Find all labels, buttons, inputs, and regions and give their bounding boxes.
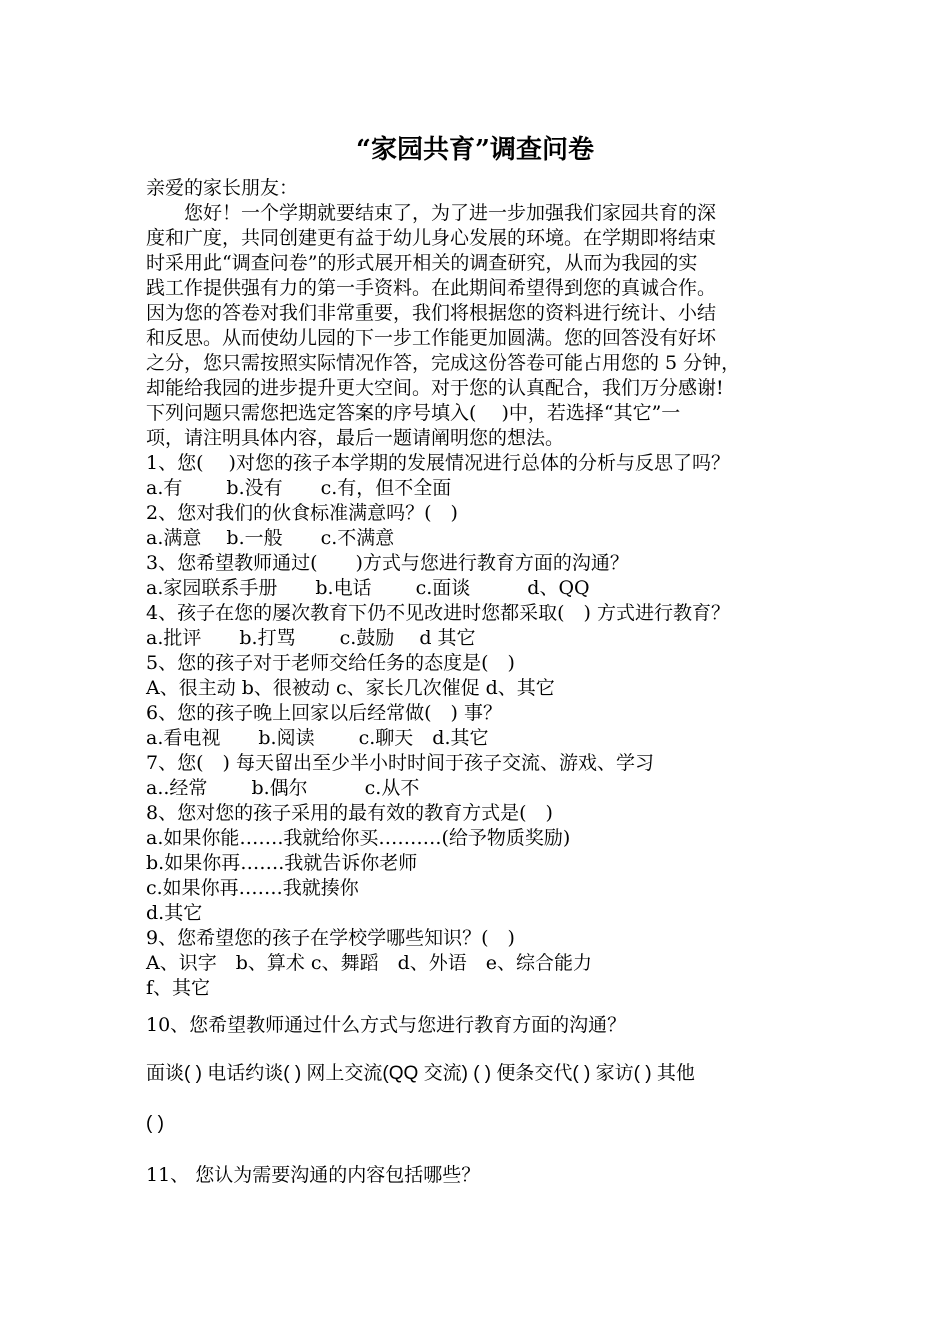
question-5-options: A、很主动 b、很被动 c、家长几次催促 d、其它 [146,677,555,699]
question-9: 9、您希望您的孩子在学校学哪些知识？( ) [146,927,515,949]
intro-line: 时采用此“调查问卷”的形式展开相关的调查研究，从而为我园的实 [146,252,698,274]
question-7: 7、您( ) 每天留出至少半小时时间于孩子交流、游戏、学习 [146,752,654,774]
intro-line: 却能给我园的进步提升更大空间。对于您的认真配合，我们万分感谢! [146,377,724,399]
question-8-option-a: a.如果你能…….我就给你买……….(给予物质奖励) [146,827,571,849]
question-4-options: a.批评 b.打骂 c.鼓励 d 其它 [146,627,476,649]
question-6-options: a.看电视 b.阅读 c.聊天 d.其它 [146,727,489,749]
intro-line: 和反思。从而使幼儿园的下一步工作能更加圆满。您的回答没有好坏 [146,327,717,349]
intro-line: 下列问题只需您把选定答案的序号填入( )中，若选择“其它”一 [146,402,681,424]
question-1: 1、您( )对您的孩子本学期的发展情况进行总体的分析与反思了吗？ [146,452,730,474]
intro-line: 度和广度，共同创建更有益于幼儿身心发展的环境。在学期即将结束 [146,227,717,249]
question-5: 5、您的孩子对于老师交给任务的态度是( ) [146,652,515,674]
question-3-options: a.家园联系手册 b.电话 c.面谈 d、QQ [146,577,590,599]
question-9-option-f: f、其它 [146,977,211,999]
question-8-option-b: b.如果你再…….我就告诉你老师 [146,852,418,874]
document-title: “家园共育”调查问卷 [356,135,594,165]
question-10: 10、您希望教师通过什么方式与您进行教育方面的沟通？ [146,1014,627,1036]
question-9-options: A、识字 b、算术 c、舞蹈 d、外语 e、综合能力 [146,952,592,974]
greeting: 亲爱的家长朋友： [146,177,299,199]
question-11: 11、 您认为需要沟通的内容包括哪些？ [146,1164,481,1186]
intro-line: 践工作提供强有力的第一手资料。在此期间希望得到您的真诚合作。 [146,277,717,299]
question-7-options: a..经常 b.偶尔 c.从不 [146,777,420,799]
question-10-options-continued: ( ) [146,1113,164,1134]
intro-line: 因为您的答卷对我们非常重要，我们将根据您的资料进行统计、小结 [146,302,717,324]
question-4: 4、孩子在您的屡次教育下仍不见改进时您都采取( ) 方式进行教育？ [146,602,730,624]
question-2: 2、您对我们的伙食标准满意吗？( ) [146,502,458,524]
question-6: 6、您的孩子晚上回家以后经常做( ) 事？ [146,702,502,724]
question-8-option-c: c.如果你再…….我就揍你 [146,877,359,899]
intro-line: 您好！一个学期就要结束了，为了进一步加强我们家园共育的深 [146,202,717,224]
intro-line: 项，请注明具体内容，最后一题请阐明您的想法。 [146,427,565,449]
question-3: 3、您希望教师通过( )方式与您进行教育方面的沟通？ [146,552,629,574]
question-8-option-d: d.其它 [146,902,203,924]
intro-line: 之分，您只需按照实际情况作答，完成这份答卷可能占用您的 5 分钟， [146,352,741,374]
question-8: 8、您对您的孩子采用的最有效的教育方式是( ) [146,802,553,824]
question-1-options: a.有 b.没有 c.有，但不全面 [146,477,452,499]
question-10-options: 面谈( ) 电话约谈( ) 网上交流(QQ 交流) ( ) 便条交代( ) 家访( ) 其他 [146,1063,695,1084]
question-2-options: a.满意 b.一般 c.不满意 [146,527,395,549]
